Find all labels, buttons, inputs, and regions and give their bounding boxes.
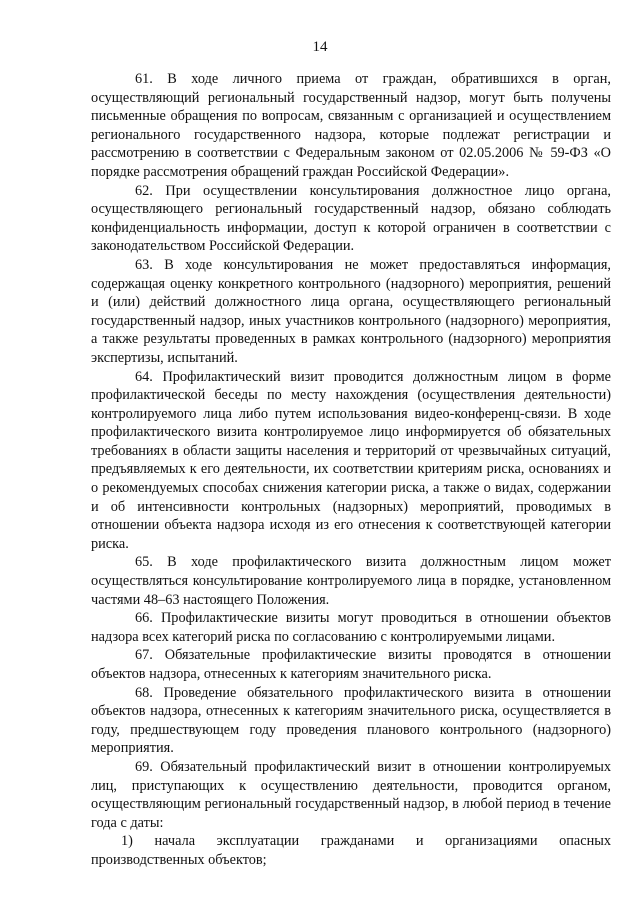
page-number: 14 <box>312 39 328 55</box>
list-item-1: 1) начала эксплуатации гражданами и организациями опасных производственных объектов; <box>91 833 611 868</box>
paragraph-64: 64. Профилактический визит проводится должностным лицом в форме профилактической беседы по месту нахождения (осуществления деятельности) контролируемого лица либо путем использования видео-конференц-связи. В ходе профилактического визита контролируемое лицо информируется об обязательных требованиях в области защиты населения и территорий от чрезвычайных ситуаций, предъявляемых к его деятельности, их соответствии критериям риска, основаниях и о рекомендуемых способах снижения категории риска, а также о видах, содержании и об интенсивности контрольных (надзорных) мероприятий, проводимых в отношении объекта надзора исходя из его отнесения к соответствующей категории риска. <box>91 368 611 552</box>
paragraph-62: 62. При осуществлении консультирования должностное лицо органа, осуществляющего региональный государственный надзор, обязано соблюдать конфиденциальность информации, доступ к которой ограничен в соответствии с законодательством Российской Федерации. <box>91 182 611 255</box>
document-body <box>91 70 611 870</box>
paragraph-61: 61. В ходе личного приема от граждан, обратившихся в орган, осуществляющий региональный государственный надзор, могут быть получены письменные обращения по вопросам, связанным с организацией и осуществлением регионального государственного надзора, которые подлежат регистрации и рассмотрению в соответствии с Федеральным законом от 02.05.2006 № 59-ФЗ «О порядке рассмотрения обращений граждан Российской Федерации». <box>91 71 611 180</box>
paragraph-66: 66. Профилактические визиты могут проводиться в отношении объектов надзора всех категорий риска по согласованию с контролируемыми лицами. <box>91 610 611 645</box>
paragraph-69: 69. Обязательный профилактический визит в отношении контролируемых лиц, приступающих к осуществлению деятельности, проводится органом, осуществляющим региональный государственный надзор, в любой период в течение года с даты: <box>91 758 611 831</box>
paragraph-65: 65. В ходе профилактического визита должностным лицом может осуществляться консультирование контролируемого лица в порядке, установленном частями 48–63 настоящего Положения. <box>91 554 611 608</box>
paragraph-68: 68. Проведение обязательного профилактического визита в отношении объектов надзора, отнесенных к категориям значительного риска, осуществляется в году, предшествующем году проведения планового контрольного (надзорного) мероприятия. <box>91 684 611 757</box>
paragraph-67: 67. Обязательные профилактические визиты проводятся в отношении объектов надзора, отнесенных к категориям значительного риска. <box>91 647 611 682</box>
paragraph-63: 63. В ходе консультирования не может предоставляться информация, содержащая оценку конкретного контрольного (надзорного) мероприятия, решений и (или) действий должностного лица органа, осуществляющего региональный государственный надзор, иных участников контрольного (надзорного) мероприятия, а также результаты проведенных в рамках контрольного (надзорного) мероприятия экспертизы, испытаний. <box>91 256 611 366</box>
